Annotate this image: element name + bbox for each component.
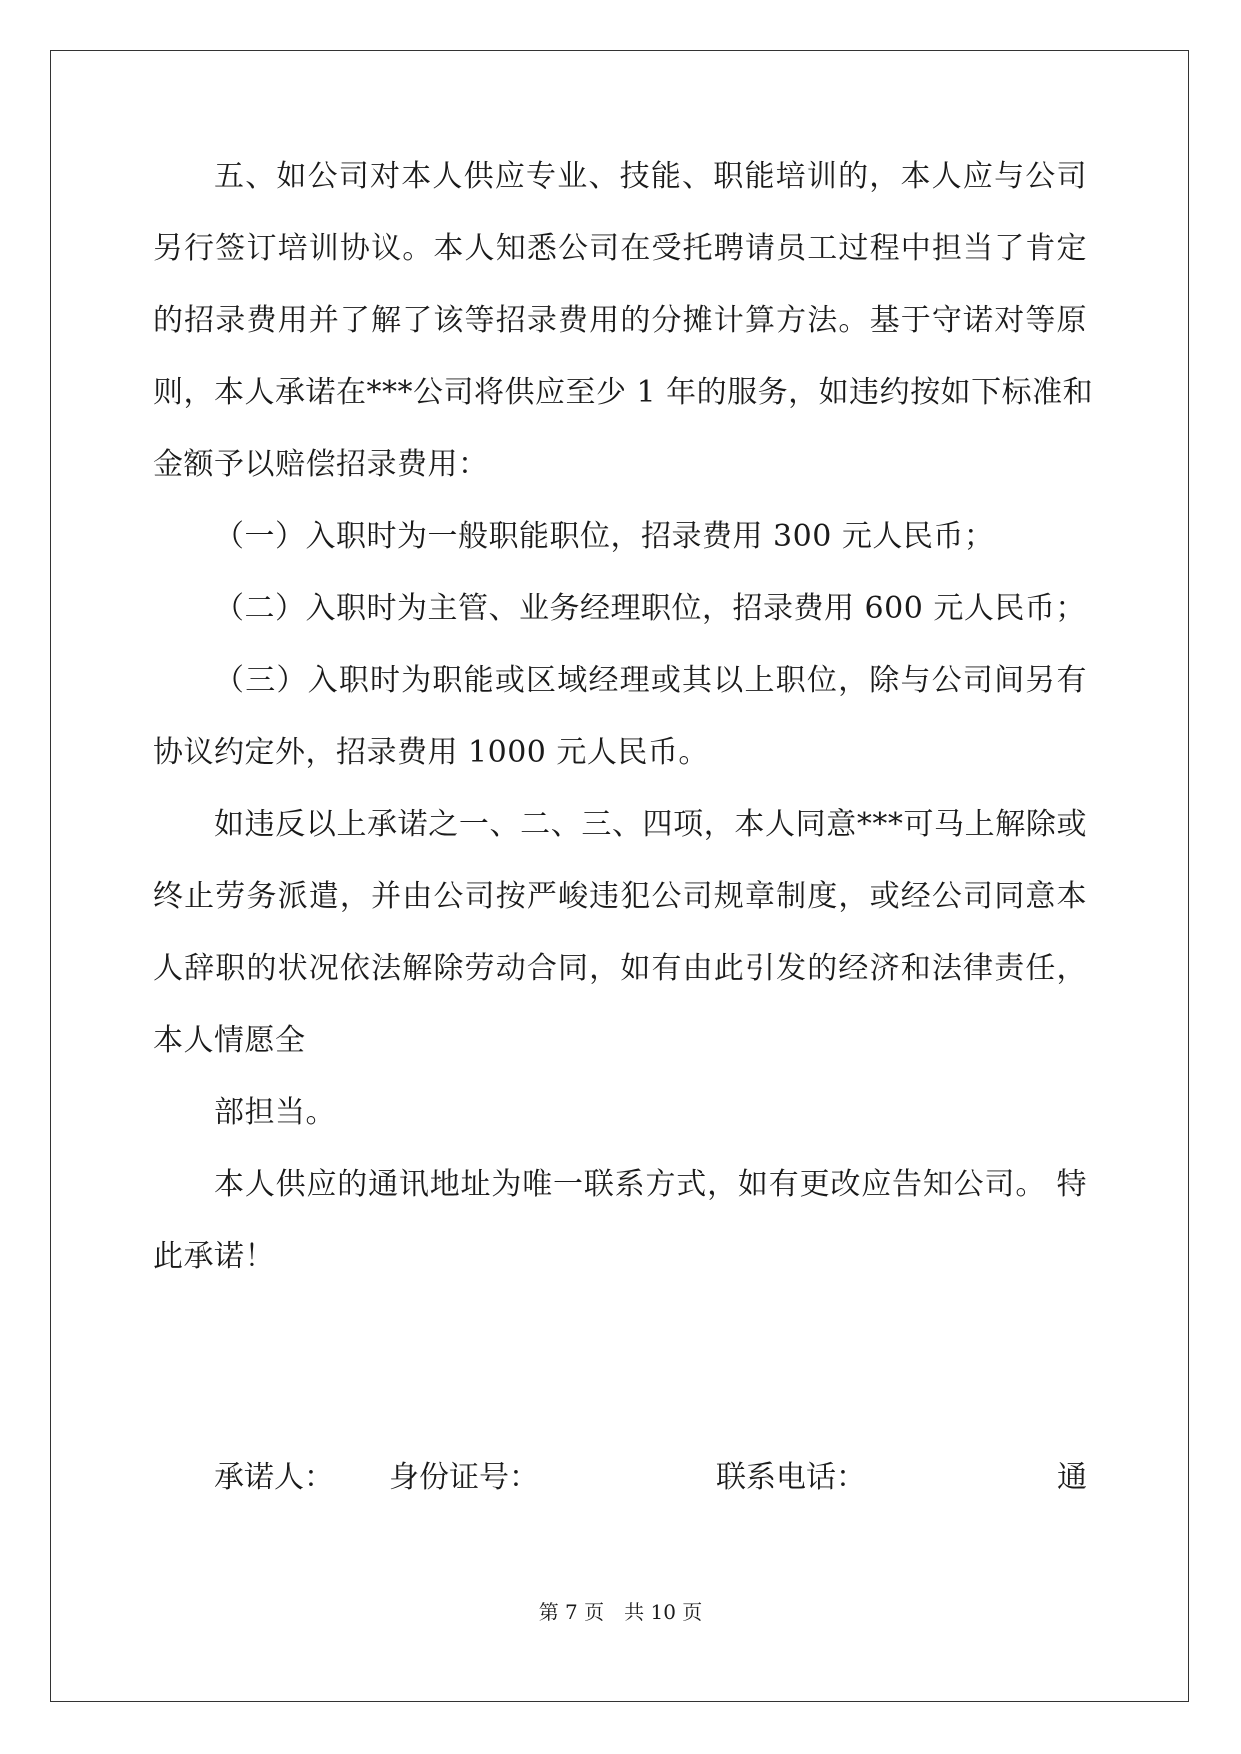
- paragraph-line: 五、如公司对本人供应专业、技能、职能培训的，本人应与公司: [214, 159, 1087, 194]
- list-item: （二）入职时为主管、业务经理职位，招录费用 600 元人民币；: [214, 591, 1086, 626]
- paragraph-line: 终止劳务派遣，并由公司按严峻违犯公司规章制度，或经公司同意本: [153, 879, 1087, 914]
- page-border: [50, 50, 1189, 1702]
- paragraph-line: 本人供应的通讯地址为唯一联系方式，如有更改应告知公司。 特: [214, 1167, 1087, 1202]
- paragraph-line: 此承诺！: [153, 1239, 275, 1274]
- paragraph-line: 人辞职的状况依法解除劳动合同，如有由此引发的经济和法律责任，: [153, 951, 1087, 986]
- paragraph-line: 则，本人承诺在***公司将供应至少 1 年的服务，如违约按如下标准和: [153, 375, 1094, 410]
- promisor-label: 承诺人：: [214, 1460, 334, 1495]
- list-item: （一）入职时为一般职能职位，招录费用 300 元人民币；: [214, 519, 995, 554]
- address-label-fragment: 通: [1057, 1460, 1087, 1495]
- page-footer: 第 7 页 共 10 页: [538, 1600, 703, 1624]
- signature-row: [214, 1458, 1087, 1498]
- paragraph-line: 的招录费用并了解了该等招录费用的分摊计算方法。基于守诺对等原: [153, 303, 1087, 338]
- paragraph-line: 本人情愿全: [153, 1023, 306, 1058]
- paragraph-line: 金额予以赔偿招录费用：: [153, 447, 489, 482]
- paragraph-line: 另行签订培训协议。本人知悉公司在受托聘请员工过程中担当了肯定: [153, 231, 1087, 266]
- phone-label: 联系电话：: [716, 1460, 866, 1495]
- paragraph-line: 部担当。: [214, 1095, 336, 1130]
- paragraph-line: 如违反以上承诺之一、二、三、四项，本人同意***可马上解除或: [214, 807, 1087, 842]
- list-item: （三）入职时为职能或区域经理或其以上职位，除与公司间另有: [214, 663, 1087, 698]
- paragraph-line: 协议约定外，招录费用 1000 元人民币。: [153, 735, 709, 770]
- id-number-label: 身份证号：: [389, 1460, 539, 1495]
